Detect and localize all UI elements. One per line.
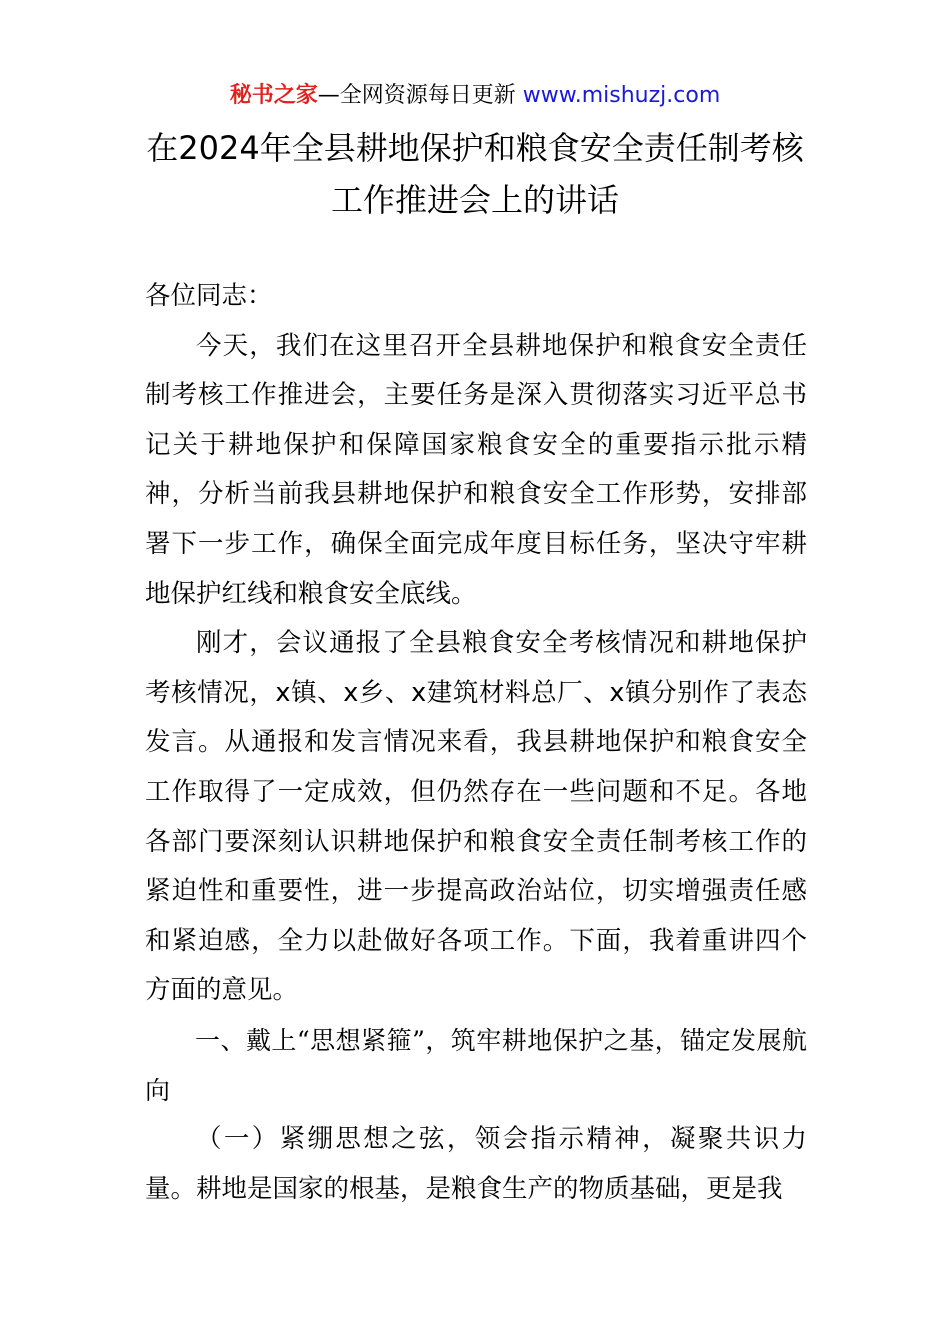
document-body bbox=[145, 272, 807, 1214]
site-url: www.mishuzj.com bbox=[522, 83, 721, 108]
subsection-1-1: （一）紧绷思想之弦，领会指示精神，凝聚共识力量。耕地是国家的根基，是粮食生产的物质基础，更是我 bbox=[145, 1124, 807, 1204]
title-line-1: 在2024年全县耕地保护和粮食安全责任制考核 bbox=[146, 129, 804, 167]
title-line-2: 工作推进会上的讲话 bbox=[330, 181, 619, 219]
site-watermark-header bbox=[0, 80, 950, 112]
section-heading-1: 一、戴上“思想紧箍”，筑牢耕地保护之基，锚定发展航向 bbox=[145, 1025, 807, 1105]
document-title bbox=[0, 122, 950, 226]
paragraph-summary: 刚才，会议通报了全县粮食安全考核情况和耕地保护考核情况，x镇、x乡、x建筑材料总厂、x镇分别作了表态发言。从通报和发言情况来看，我县耕地保护和粮食安全工作取得了一定成效，但仍然存在一些问题和不足。各地各部门要深刻认识耕地保护和粮食安全责任制考核工作的紧迫性和重要性，进一步提高政治站位，切实增强责任感和紧迫感，全力以赴做好各项工作。下面，我着重讲四个方面的意见。 bbox=[145, 628, 807, 1006]
brand-tagline: —全网资源每日更新 bbox=[317, 83, 516, 108]
paragraph-opening: 今天，我们在这里召开全县耕地保护和粮食安全责任制考核工作推进会，主要任务是深入贯彻落实习近平总书记关于耕地保护和保障国家粮食安全的重要指示批示精神，分析当前我县耕地保护和粮食安全工作形势，安排部署下一步工作，确保全面完成年度目标任务，坚决守牢耕地保护红线和粮食安全底线。 bbox=[145, 330, 807, 609]
salutation: 各位同志： bbox=[145, 281, 273, 311]
brand-name: 秘书之家 bbox=[229, 83, 318, 108]
